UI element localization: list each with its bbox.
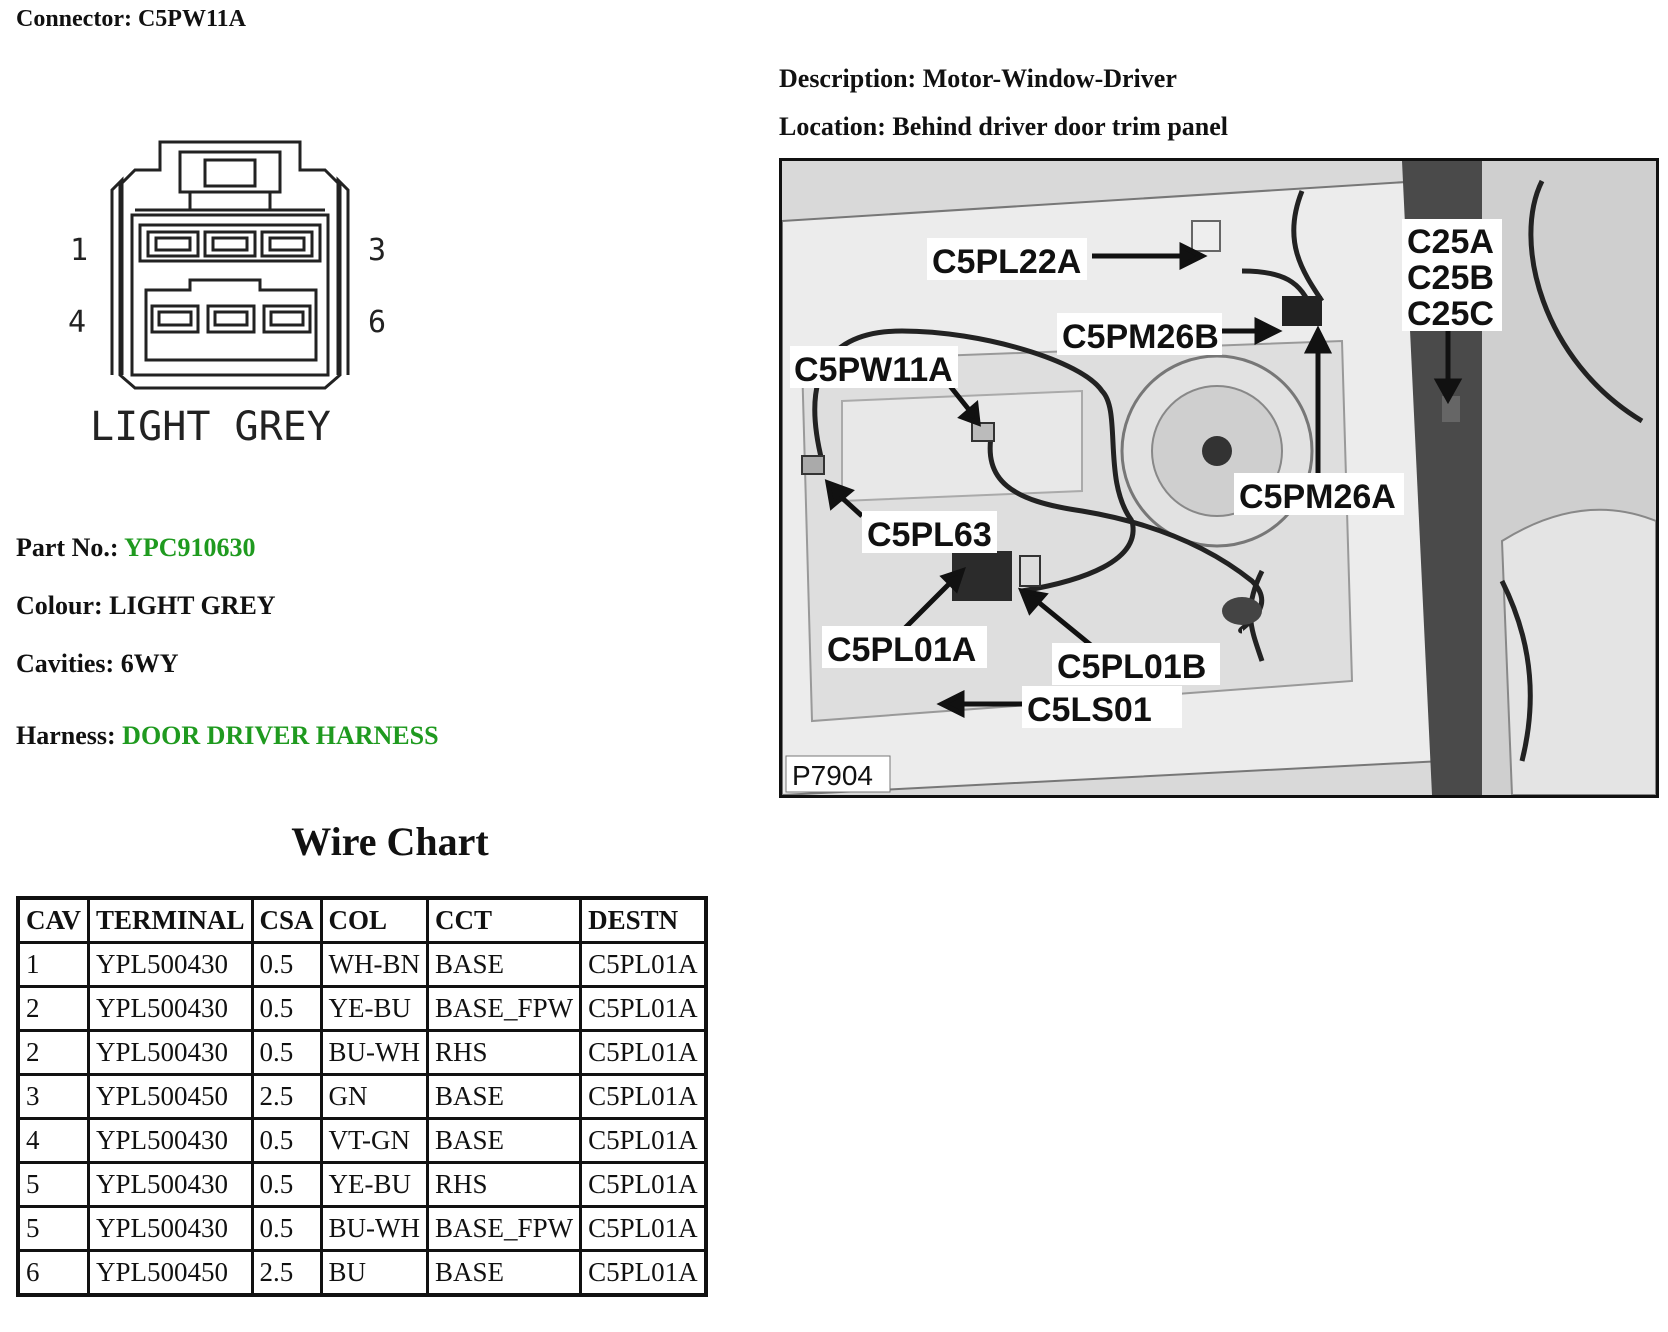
location-label: Location: [779, 112, 886, 141]
cell-csa: 2.5 [252, 1075, 321, 1119]
cell-cct: BASE [428, 1075, 581, 1119]
connector-color-caption: LIGHT GREY [90, 404, 331, 450]
cell-cct: RHS [428, 1163, 581, 1207]
pin-label-6: 6 [368, 305, 387, 340]
table-row [18, 1031, 706, 1075]
cell-cav: 3 [18, 1075, 89, 1119]
cell-destn: C5PL01A [581, 1075, 706, 1119]
callout-c5ls01: C5LS01 [1027, 691, 1152, 729]
cell-cav: 6 [18, 1251, 89, 1296]
description-value: Motor-Window-Driver [922, 64, 1177, 93]
col-header-col: COL [321, 898, 427, 943]
connector-value: C5PW11A [137, 6, 246, 32]
cell-col: YE-BU [321, 1163, 427, 1207]
table-row [18, 1163, 706, 1207]
harness-label: Harness: [16, 721, 116, 750]
cell-col: BU-WH [321, 1207, 427, 1251]
connector-face-svg [60, 130, 420, 480]
wire-chart-title: Wire Chart [291, 819, 489, 864]
cell-destn: C5PL01A [581, 1251, 706, 1296]
cell-csa: 0.5 [252, 1119, 321, 1163]
cell-cct: BASE_FPW [428, 987, 581, 1031]
cell-cct: BASE [428, 943, 581, 987]
cell-col: WH-BN [321, 943, 427, 987]
table-row [18, 987, 706, 1031]
cell-col: BU [321, 1251, 427, 1296]
table-row [18, 1075, 706, 1119]
cell-cct: RHS [428, 1031, 581, 1075]
cell-terminal: YPL500430 [89, 1119, 253, 1163]
cell-cct: BASE_FPW [428, 1207, 581, 1251]
harness-link[interactable]: DOOR DRIVER HARNESS [122, 721, 439, 750]
figure-id: P7904 [792, 760, 873, 791]
colour-value: LIGHT GREY [109, 591, 276, 620]
cell-terminal: YPL500450 [89, 1251, 253, 1296]
cell-csa: 0.5 [252, 1207, 321, 1251]
cell-terminal: YPL500450 [89, 1075, 253, 1119]
callout-c25b: C25B [1407, 259, 1494, 297]
cell-destn: C5PL01A [581, 987, 706, 1031]
cell-cav: 1 [18, 943, 89, 987]
harness-line [16, 721, 439, 751]
cell-cav: 5 [18, 1207, 89, 1251]
cell-destn: C5PL01A [581, 943, 706, 987]
cell-destn: C5PL01A [581, 1119, 706, 1163]
cell-cct: BASE [428, 1251, 581, 1296]
col-header-cav: CAV [18, 898, 89, 943]
cell-csa: 0.5 [252, 987, 321, 1031]
table-row [18, 943, 706, 987]
cell-destn: C5PL01A [581, 1163, 706, 1207]
cell-terminal: YPL500430 [89, 1163, 253, 1207]
cell-cct: BASE [428, 1119, 581, 1163]
callout-c5pm26a: C5PM26A [1239, 478, 1396, 516]
cell-destn: C5PL01A [581, 1207, 706, 1251]
col-header-destn: DESTN [581, 898, 706, 943]
colour-line [16, 591, 276, 621]
pin-label-3: 3 [368, 233, 387, 268]
cell-terminal: YPL500430 [89, 987, 253, 1031]
door-panel-illustration [782, 161, 1656, 795]
table-row [18, 1251, 706, 1296]
cell-terminal: YPL500430 [89, 1207, 253, 1251]
location-line [779, 112, 1228, 142]
cell-csa: 0.5 [252, 943, 321, 987]
connector-face-drawing [60, 130, 420, 480]
connector-label: Connector: [16, 6, 132, 32]
cell-cav: 2 [18, 1031, 89, 1075]
cell-terminal: YPL500430 [89, 943, 253, 987]
wire-chart-table [16, 896, 708, 1297]
callout-c5pl01a: C5PL01A [827, 631, 977, 669]
table-row [18, 1207, 706, 1251]
cell-col: BU-WH [321, 1031, 427, 1075]
cell-cav: 2 [18, 987, 89, 1031]
col-header-cct: CCT [428, 898, 581, 943]
cell-cav: 4 [18, 1119, 89, 1163]
connector-location-photo [779, 158, 1659, 798]
cell-cav: 5 [18, 1163, 89, 1207]
callout-c25c: C25C [1407, 295, 1494, 333]
callout-c5pl01b: C5PL01B [1057, 648, 1207, 686]
cell-csa: 0.5 [252, 1163, 321, 1207]
description-label: Description: [779, 64, 917, 93]
description-line [779, 64, 1177, 94]
cell-csa: 2.5 [252, 1251, 321, 1296]
part-number-label: Part No.: [16, 533, 119, 562]
table-header-row [18, 898, 706, 943]
table-row [18, 1119, 706, 1163]
cavities-line [16, 649, 178, 679]
cell-col: VT-GN [321, 1119, 427, 1163]
connector-title [16, 6, 246, 33]
cavities-label: Cavities: [16, 649, 115, 678]
cell-terminal: YPL500430 [89, 1031, 253, 1075]
callout-c5pl63: C5PL63 [867, 516, 992, 554]
part-number-line [16, 533, 256, 563]
callout-c5pw11a: C5PW11A [794, 351, 953, 389]
part-number-link[interactable]: YPC910630 [124, 533, 256, 562]
cell-csa: 0.5 [252, 1031, 321, 1075]
cavities-value: 6WY [120, 649, 179, 678]
callout-c5pm26b: C5PM26B [1062, 318, 1219, 356]
pin-label-4: 4 [68, 305, 87, 340]
cell-col: GN [321, 1075, 427, 1119]
pin-label-1: 1 [70, 233, 89, 268]
cell-col: YE-BU [321, 987, 427, 1031]
location-value: Behind driver door trim panel [892, 112, 1229, 141]
callout-c25a: C25A [1407, 223, 1494, 261]
col-header-terminal: TERMINAL [89, 898, 253, 943]
callout-c5pl22a: C5PL22A [932, 243, 1082, 281]
col-header-csa: CSA [252, 898, 321, 943]
cell-destn: C5PL01A [581, 1031, 706, 1075]
colour-label: Colour: [16, 591, 103, 620]
